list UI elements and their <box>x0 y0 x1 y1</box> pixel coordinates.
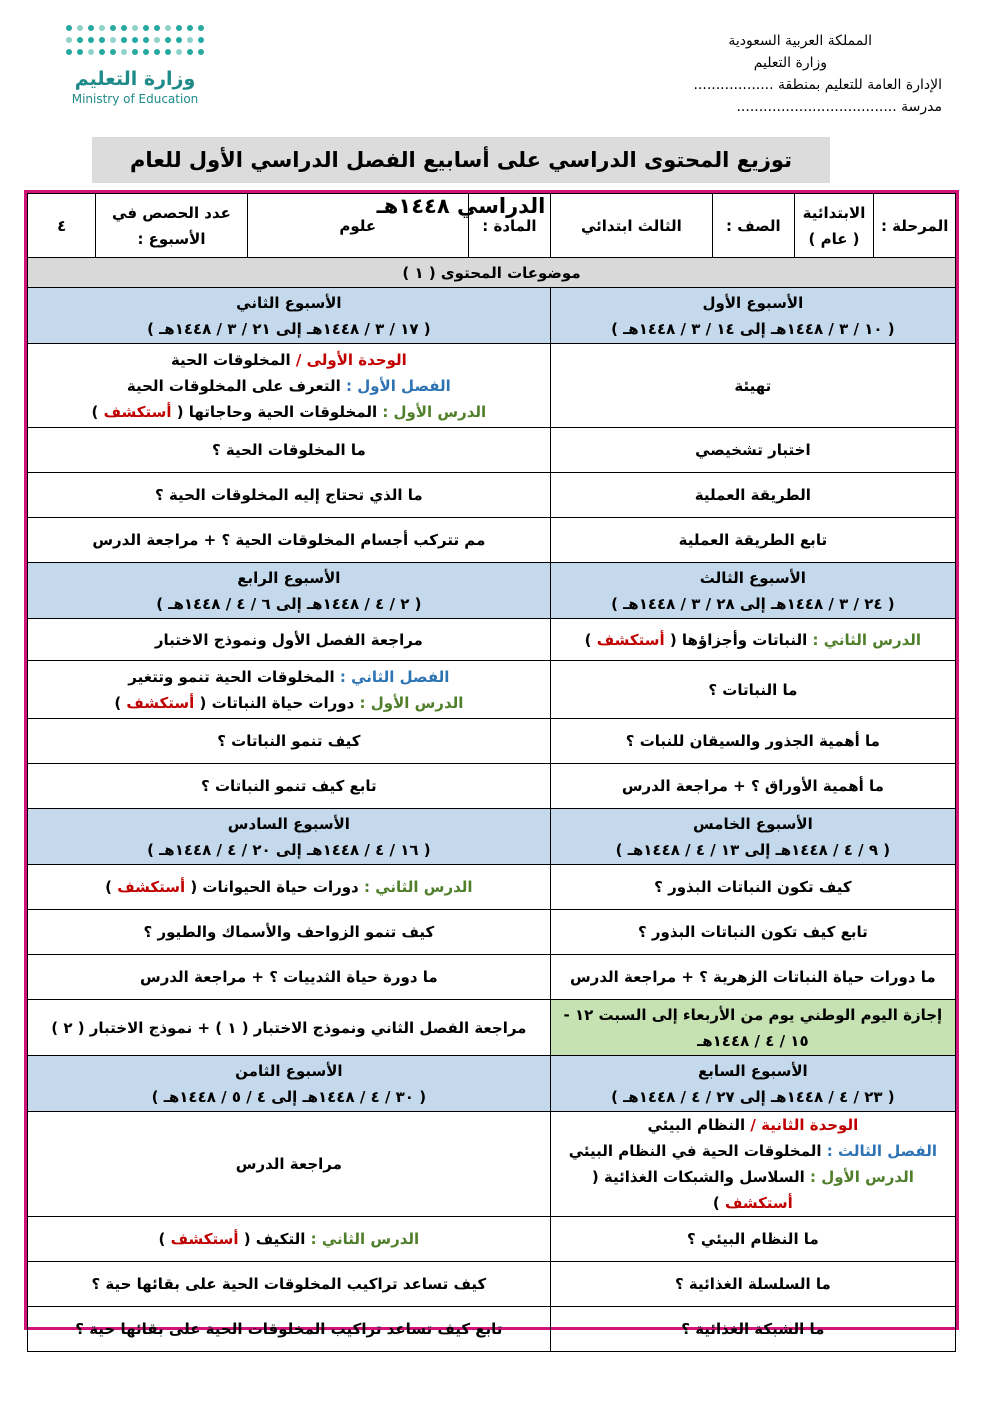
week-8-cell-1: مراجعة الدرس <box>28 1112 551 1217</box>
distribution-sheet <box>24 190 959 1338</box>
table-row <box>28 719 956 764</box>
week-1-cell-3: الطريقة العملية <box>550 473 955 518</box>
week-header-row <box>28 1056 956 1112</box>
week-8-cell-2: الدرس الثاني : التكيف ( أستكشف ) <box>28 1217 551 1262</box>
grade-value: الثالث ابتدائي <box>550 194 712 258</box>
table-row <box>28 518 956 563</box>
week-1-header: الأسبوع الأول ( ١٠ / ٣ / ١٤٤٨هـ إلى ١٤ / ٣ / ١٤٤٨هـ ) <box>550 288 955 344</box>
grade-label: الصف : <box>713 194 795 258</box>
week-8-header: الأسبوع الثامن ( ٣٠ / ٤ / ١٤٤٨هـ إلى ٤ / ٥ / ١٤٤٨هـ ) <box>28 1056 551 1112</box>
page-title: توزيع المحتوى الدراسي على أسابيع الفصل الدراسي الأول للعام الدراسي ١٤٤٨هـ <box>92 137 830 183</box>
table-row <box>28 910 956 955</box>
table-row <box>28 955 956 1000</box>
table-row <box>28 661 956 719</box>
logo-dots-icon <box>66 25 210 58</box>
periods-label: عدد الحصص في الأسبوع : <box>96 194 247 258</box>
table-row <box>28 1112 956 1217</box>
stage-value: الابتدائية ( عام ) <box>794 194 874 258</box>
logo-english-text: Ministry of Education <box>71 92 199 106</box>
week-6-cell-3: ما دورة حياة الثدييات ؟ + مراجعة الدرس <box>28 955 551 1000</box>
week-6-cell-4: مراجعة الفصل الثاني ونموذج الاختبار ( ١ ) + نموذج الاختبار ( ٢ ) <box>28 1000 551 1056</box>
logo-arabic-text: وزارة التعليم <box>74 68 196 90</box>
week-7-cell-4: ما الشبكة الغذائية ؟ <box>550 1307 955 1352</box>
week-5-header: الأسبوع الخامس ( ٩ / ٤ / ١٤٤٨هـ إلى ١٣ / ٤ / ١٤٤٨هـ ) <box>550 809 955 865</box>
week-7-cell-3: ما السلسلة الغذائية ؟ <box>550 1262 955 1307</box>
week-6-cell-2: كيف تنمو الزواحف والأسماك والطيور ؟ <box>28 910 551 955</box>
ministry-name: وزارة التعليم <box>753 55 827 71</box>
week-8-cell-4: تابع كيف تساعد تراكيب المخلوقات الحية على بقائها حية ؟ <box>28 1307 551 1352</box>
stage-label: المرحلة : <box>874 194 956 258</box>
table-row <box>28 1000 956 1056</box>
kingdom-name: المملكة العربية السعودية <box>728 33 872 49</box>
table-row <box>28 473 956 518</box>
distribution-table <box>27 193 956 1352</box>
week-3-cell-3: ما أهمية الجذور والسيقان للنبات ؟ <box>550 719 955 764</box>
week-3-header: الأسبوع الثالث ( ٢٤ / ٣ / ١٤٤٨هـ إلى ٢٨ / ٣ / ١٤٤٨هـ ) <box>550 563 955 619</box>
week-3-cell-1: الدرس الثاني : النباتات وأجزاؤها ( أستكشف ) <box>550 619 955 661</box>
national-day-holiday: إجازة اليوم الوطني يوم من الأربعاء إلى السبت ١٢ - ١٥ / ٤ / ١٤٤٨هـ <box>550 1000 955 1056</box>
ministry-logo <box>60 25 210 125</box>
subject-label: المادة : <box>469 194 551 258</box>
table-row <box>28 1307 956 1352</box>
week-7-header: الأسبوع السابع ( ٢٣ / ٤ / ١٤٤٨هـ إلى ٢٧ / ٤ / ١٤٤٨هـ ) <box>550 1056 955 1112</box>
week-1-cell-4: تابع الطريقة العملية <box>550 518 955 563</box>
week-6-header: الأسبوع السادس ( ١٦ / ٤ / ١٤٤٨هـ إلى ٢٠ / ٤ / ١٤٤٨هـ ) <box>28 809 551 865</box>
periods-value: ٤ <box>28 194 96 258</box>
week-2-cell-2: ما المخلوقات الحية ؟ <box>28 428 551 473</box>
week-5-cell-3: ما دورات حياة النباتات الزهرية ؟ + مراجعة الدرس <box>550 955 955 1000</box>
table-row <box>28 344 956 428</box>
official-header <box>612 30 942 118</box>
table-row <box>28 619 956 661</box>
week-3-cell-4: ما أهمية الأوراق ؟ + مراجعة الدرس <box>550 764 955 809</box>
school-line: مدرسة .................................... <box>736 99 942 115</box>
week-6-cell-1: الدرس الثاني : دورات حياة الحيوانات ( أستكشف ) <box>28 865 551 910</box>
week-5-cell-1: كيف تكون النباتات البذور ؟ <box>550 865 955 910</box>
week-header-row <box>28 563 956 619</box>
week-4-cell-3: كيف تنمو النباتات ؟ <box>28 719 551 764</box>
table-row <box>28 865 956 910</box>
week-1-cell-2: اختبار تشخيصي <box>550 428 955 473</box>
info-row <box>28 194 956 258</box>
week-4-header: الأسبوع الرابع ( ٢ / ٤ / ١٤٤٨هـ إلى ٦ / ٤ / ١٤٤٨هـ ) <box>28 563 551 619</box>
week-2-cell-4: مم تتركب أجسام المخلوقات الحية ؟ + مراجعة الدرس <box>28 518 551 563</box>
week-4-cell-2: الفصل الثاني : المخلوقات الحية تنمو وتتغير الدرس الأول : دورات حياة النباتات ( أستكشف ) <box>28 661 551 719</box>
week-4-cell-4: تابع كيف تنمو النباتات ؟ <box>28 764 551 809</box>
table-row <box>28 1262 956 1307</box>
week-3-cell-2: ما النباتات ؟ <box>550 661 955 719</box>
week-8-cell-3: كيف تساعد تراكيب المخلوقات الحية على بقائها حية ؟ <box>28 1262 551 1307</box>
week-7-cell-1: الوحدة الثانية / النظام البيئي الفصل الثالث : المخلوقات الحية في النظام البيئي الدرس الأول : السلاسل والشبكات الغذائية ( أستكشف ) <box>550 1112 955 1217</box>
week-header-row <box>28 288 956 344</box>
directorate-line: الإدارة العامة للتعليم بمنطقة .................. <box>693 77 942 93</box>
week-2-cell-1: الوحدة الأولى / المخلوقات الحية الفصل الأول : التعرف على المخلوقات الحية الدرس الأول : المخلوقات الحية وحاجاتها ( أستكشف ) <box>28 344 551 428</box>
content-header-row <box>28 258 956 288</box>
week-2-header: الأسبوع الثاني ( ١٧ / ٣ / ١٤٤٨هـ إلى ٢١ / ٣ / ١٤٤٨هـ ) <box>28 288 551 344</box>
week-1-cell-1: تهيئة <box>550 344 955 428</box>
week-7-cell-2: ما النظام البيئي ؟ <box>550 1217 955 1262</box>
week-5-cell-2: تابع كيف تكون النباتات البذور ؟ <box>550 910 955 955</box>
table-row <box>28 1217 956 1262</box>
week-2-cell-3: ما الذي تحتاج إليه المخلوقات الحية ؟ <box>28 473 551 518</box>
week-4-cell-1: مراجعة الفصل الأول ونموذج الاختبار <box>28 619 551 661</box>
content-header: موضوعات المحتوى ( ١ ) <box>28 258 956 288</box>
subject-value: علوم <box>247 194 469 258</box>
table-row <box>28 764 956 809</box>
table-row <box>28 428 956 473</box>
week-header-row <box>28 809 956 865</box>
